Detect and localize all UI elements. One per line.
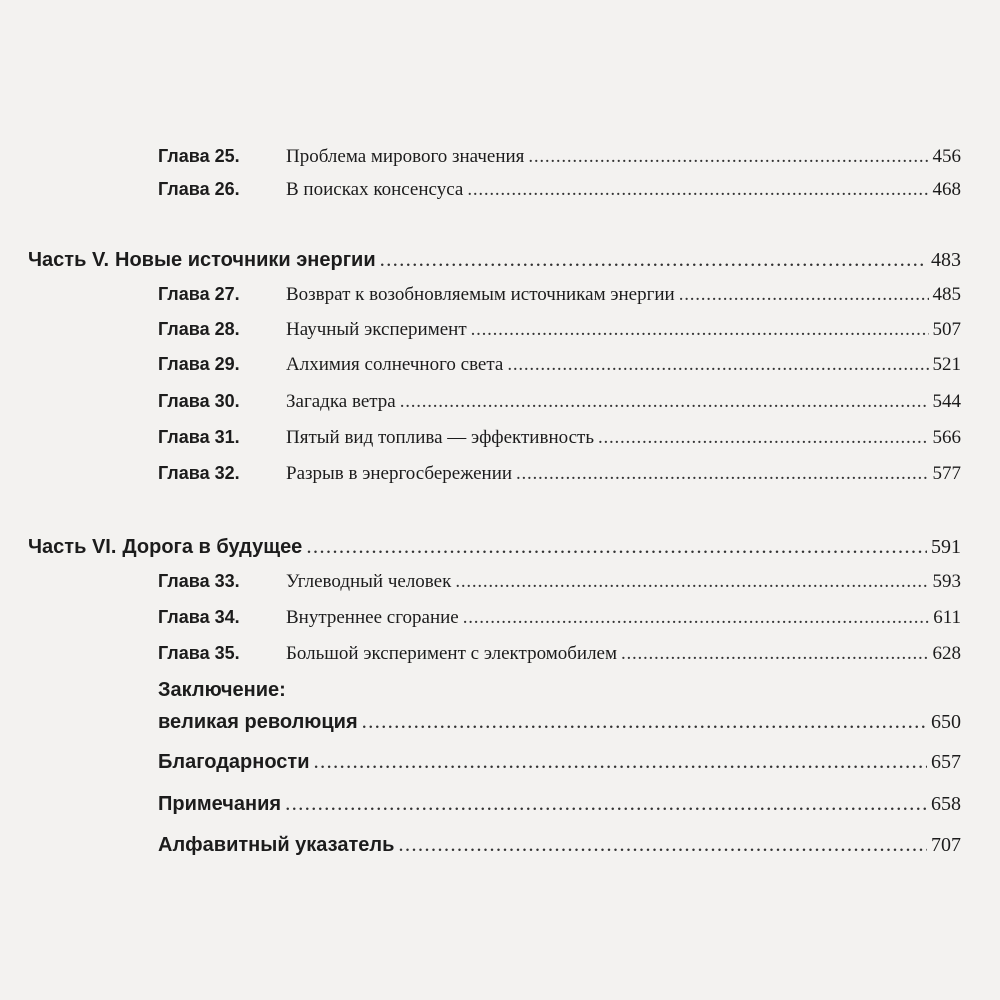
page-number: 468 (932, 179, 961, 200)
page-number: 657 (931, 751, 961, 773)
page-number: 577 (932, 463, 961, 484)
chapter-label: Глава 27. (158, 284, 240, 304)
toc-entry-chapter-31 (158, 428, 961, 447)
chapter-title: Алхимия солнечного света (286, 354, 504, 375)
dot-leader (362, 711, 927, 732)
toc-entry-chapter-28 (158, 320, 961, 339)
dot-leader (598, 428, 929, 447)
page-number: 707 (931, 834, 961, 856)
dot-leader (621, 644, 928, 663)
dot-leader (398, 834, 927, 855)
page-number: 483 (931, 249, 961, 271)
dot-leader (516, 464, 928, 483)
page-number: 456 (932, 146, 961, 167)
part-label: Часть V. (28, 249, 110, 271)
chapter-label: Глава 34. (158, 607, 240, 627)
dot-leader (467, 180, 928, 199)
index-title: Алфавитный указатель (158, 834, 395, 856)
dot-leader (528, 147, 928, 166)
toc-entry-conclusion (158, 711, 961, 732)
toc-entry-chapter-25 (158, 147, 961, 166)
conclusion-title-line2: великая революция (158, 711, 358, 733)
toc-entry-chapter-32 (158, 464, 961, 483)
chapter-label: Глава 35. (158, 643, 240, 663)
chapter-title: Большой эксперимент с электромобилем (286, 643, 618, 664)
chapter-title: Внутреннее сгорание (286, 607, 459, 628)
page-number: 658 (931, 793, 961, 815)
chapter-label: Глава 31. (158, 427, 240, 447)
toc-entry-notes (158, 793, 961, 814)
toc-entry-chapter-35 (158, 644, 961, 663)
chapter-label: Глава 29. (158, 354, 240, 374)
page-number: 611 (933, 607, 961, 628)
chapter-label: Глава 28. (158, 319, 240, 339)
chapter-title: В поисках консенсуса (286, 179, 464, 200)
dot-leader (380, 249, 927, 270)
toc-entry-chapter-34 (158, 608, 961, 627)
page-number: 591 (931, 536, 961, 558)
dot-leader (507, 355, 928, 374)
toc-entry-chapter-33 (158, 572, 961, 591)
chapter-title: Пятый вид топлива — эффективность (286, 427, 594, 448)
page-number: 593 (932, 571, 961, 592)
page-number: 628 (932, 643, 961, 664)
chapter-title: Проблема мирового значения (286, 146, 525, 167)
part-title: Дорога в будущее (122, 536, 303, 558)
chapter-label: Глава 25. (158, 146, 240, 166)
page-number: 507 (932, 319, 961, 340)
dot-leader (455, 572, 928, 591)
chapter-title: Разрыв в энергосбережении (286, 463, 513, 484)
page-number: 485 (932, 284, 961, 305)
chapter-title: Углеводный человек (286, 571, 452, 592)
toc-entry-acknowledgements (158, 751, 961, 772)
toc-entry-index (158, 834, 961, 855)
dot-leader (400, 392, 929, 411)
toc-entry-part-5 (28, 249, 961, 270)
notes-title: Примечания (158, 793, 282, 815)
chapter-label: Глава 32. (158, 463, 240, 483)
page-number: 650 (931, 711, 961, 733)
chapter-title: Возврат к возобновляемым источникам энергии (286, 284, 675, 305)
dot-leader (285, 793, 927, 814)
toc-entry-chapter-30 (158, 392, 961, 411)
toc-entry-conclusion-line1 (158, 680, 286, 700)
dot-leader (306, 536, 927, 557)
chapter-title: Научный эксперимент (286, 319, 467, 340)
conclusion-title-line1: Заключение: (158, 679, 286, 701)
page-number: 544 (932, 391, 961, 412)
part-title: Новые источники энергии (115, 249, 376, 271)
chapter-label: Глава 30. (158, 391, 240, 411)
part-label: Часть VI. (28, 536, 117, 558)
dot-leader (463, 608, 929, 627)
toc-entry-chapter-29 (158, 355, 961, 374)
dot-leader (471, 320, 929, 339)
toc-entry-part-6 (28, 536, 961, 557)
dot-leader (314, 751, 927, 772)
chapter-label: Глава 26. (158, 179, 240, 199)
chapter-label: Глава 33. (158, 571, 240, 591)
toc-entry-chapter-27 (158, 285, 961, 304)
toc-entry-chapter-26 (158, 180, 961, 199)
chapter-title: Загадка ветра (286, 391, 396, 412)
page-number: 521 (932, 354, 961, 375)
dot-leader (679, 285, 929, 304)
page-number: 566 (932, 427, 961, 448)
acknowledgements-title: Благодарности (158, 751, 310, 773)
